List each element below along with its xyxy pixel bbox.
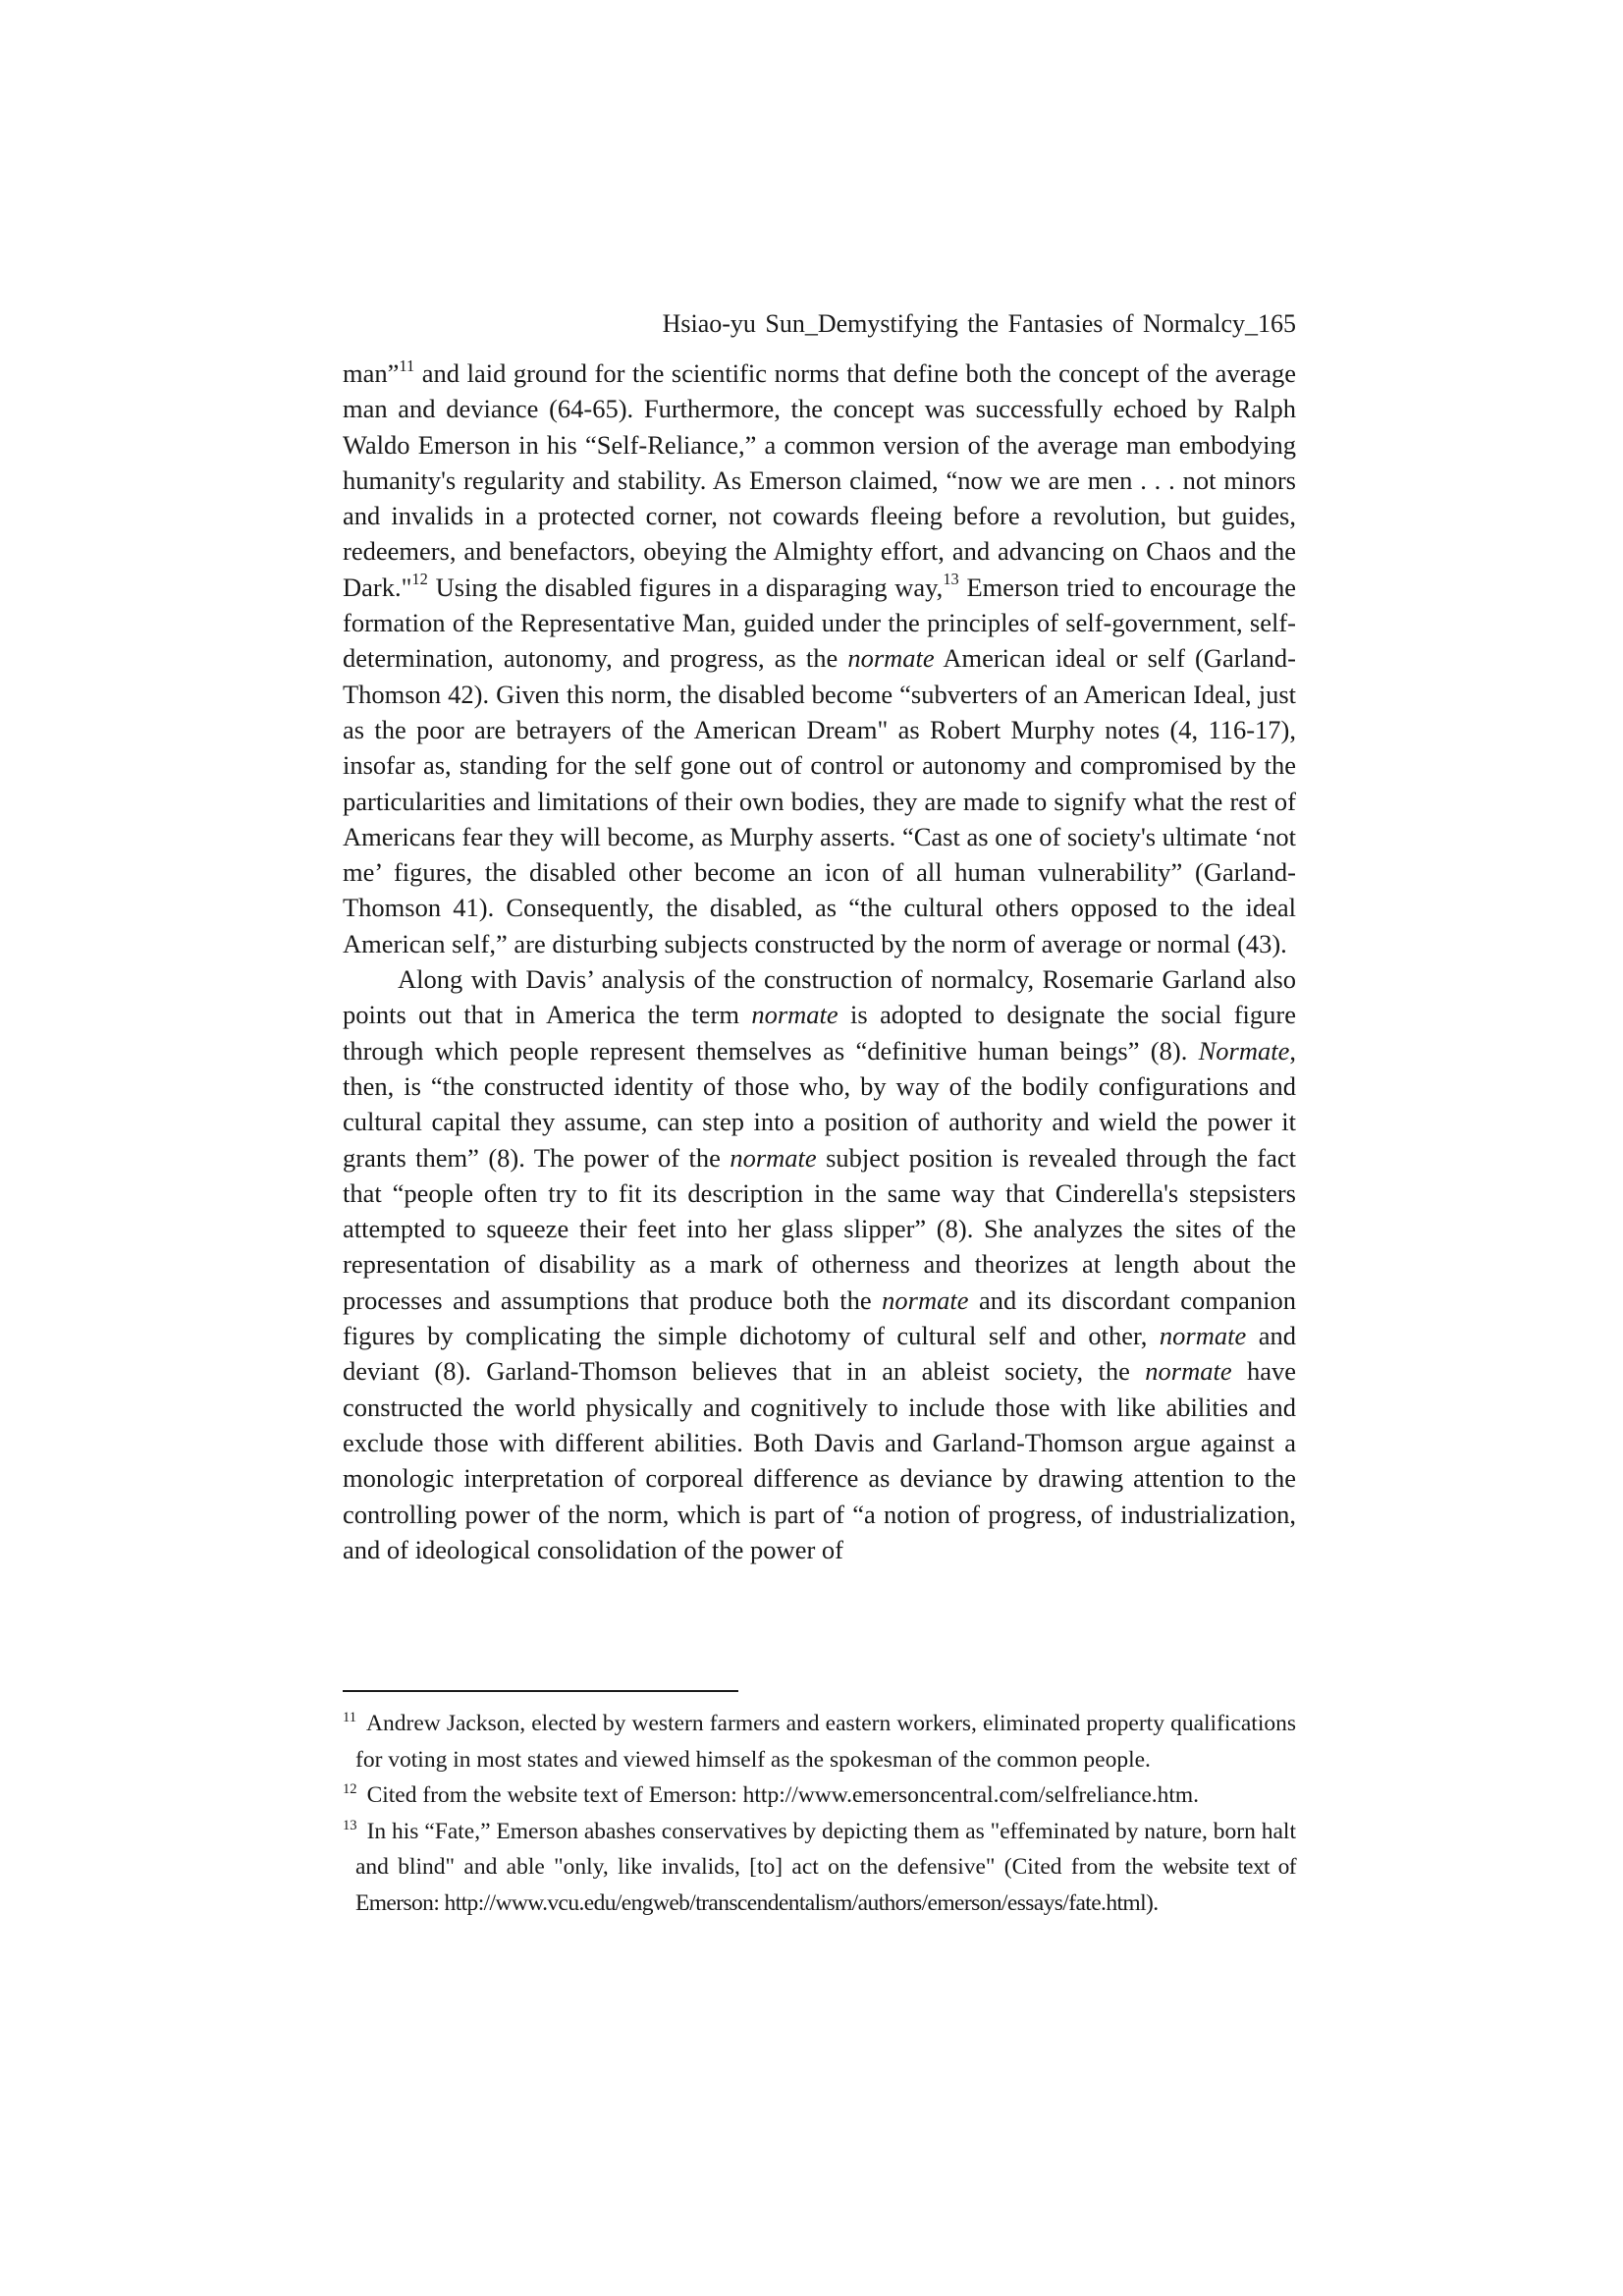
footnote-text: Andrew Jackson, elected by western farmers and eastern workers, eliminated property qualifications for voting in most states and viewed himself as the spokesman of the common people.: [355, 1711, 1296, 1773]
p2-text-7: have constructed the world physically and cognitively to include those with like abilities and exclude those with different abilities. Both Davis and Garland-Thomson argue against a monologic interpretation of corporeal difference as deviance by drawing attention to the controlling power of the norm, which is part of “a notion of progress, of industrialization, and of ideological consolidation of the power of: [343, 1356, 1296, 1564]
p2-text-2: is adopted to designate the social figure through which people represent themselves as “definitive human beings” (8).: [343, 1000, 1296, 1066]
footnote-text: In his “Fate,” Emerson abashes conservatives by depicting them as "effeminated by nature, born halt and blind" and able "only, like invalids, [to] act on the defensive" (Cited from the: [355, 1818, 1296, 1880]
footnote-number: 13: [343, 1817, 357, 1833]
footnote-ref-13[interactable]: 13: [943, 570, 959, 589]
italic-term: normate: [751, 1000, 839, 1030]
italic-term: normate: [1159, 1321, 1247, 1351]
footnote-ref-11[interactable]: 11: [399, 355, 415, 375]
p1-text-3: Using the disabled figures in a disparaging way,: [427, 572, 944, 602]
italic-term: normate: [847, 643, 935, 674]
italic-term: Normate: [1198, 1035, 1290, 1066]
footnote-url-text: website text of Emerson: http://www.vcu.edu/engweb/transcendentalism/authors/emerson/essays/fate.html).: [355, 1854, 1296, 1916]
footnote-13: [343, 1814, 1296, 1922]
p2-text-1: Along with Davis’ analysis of the construction of normalcy, Rosemarie Garland also points out that in America the term: [343, 964, 1296, 1030]
p1-text-2: and laid ground for the scientific norms that define both the concept of the average man and deviance (64-65). Furthermore, the concept was successfully echoed by Ralph Waldo Emerson in his “Self-Reliance,” a common version of the average man embodying humanity's regularity and stability. As Emerson claimed, “now we are men . . . not minors and invalids in a protected corner, not cowards fleeing before a revolution, but guides, redeemers, and benefactors, obeying the Almighty effort, and advancing on Chaos and the Dark.": [343, 358, 1296, 602]
footnote-number: 12: [343, 1781, 357, 1798]
footnote-ref-12[interactable]: 12: [411, 570, 428, 589]
footnote-11: [343, 1706, 1296, 1777]
footnote-number: 11: [343, 1710, 357, 1726]
body-text: [343, 355, 1296, 1567]
p1-text-5: American ideal or self (Garland-Thomson 42). Given this norm, the disabled become “subverters of an American Ideal, just as the poor are betrayers of the American Dream" as Robert Murphy notes (4, 116-17), insofar as, standing for the self gone out of control or autonomy and compromised by the particularities and limitations of their own bodies, they are made to signify what the rest of Americans fear they will become, as Murphy asserts. “Cast as one of society's ultimate ‘not me’ figures, the disabled other become an icon of all human vulnerability” (Garland-Thomson 41). Consequently, the disabled, as “the cultural others opposed to the ideal American self,” are disturbing subjects constructed by the norm of average or normal (43).: [343, 643, 1296, 958]
paragraph-2: [343, 961, 1296, 1567]
running-header: Hsiao-yu Sun_Demystifying the Fantasies of Normalcy_165: [662, 309, 1296, 338]
footnote-text: Cited from the website text of Emerson: http://www.emersoncentral.com/selfreliance.htm.: [366, 1782, 1200, 1808]
italic-term: normate: [1145, 1356, 1232, 1387]
footnotes: [343, 1706, 1296, 1921]
p2-text-6: and deviant (8). Garland-Thomson believes that in an ableist society, the: [343, 1321, 1296, 1387]
footnote-12: [343, 1777, 1296, 1814]
p2-text-4: subject position is revealed through the fact that “people often try to fit its description in the same way that Cinderella's stepsisters attempted to squeeze their feet into her glass slipper” (8). She analyzes the sites of the representation of disability as a mark of otherness and theorizes at length about the processes and assumptions that produce both the: [343, 1142, 1296, 1315]
p1-text-4: Emerson tried to encourage the formation of the Representative Man, guided under the principles of self-government, self-determination, autonomy, and progress, as the: [343, 572, 1296, 674]
p2-text-3: , then, is “the constructed identity of those who, by way of the bodily configurations and cultural capital they assume, can step into a position of authority and wield the power it grants them” (8). The power of the: [343, 1035, 1296, 1173]
p2-text-5: and its discordant companion figures by complicating the simple dichotomy of cultural self and other,: [343, 1285, 1297, 1351]
italic-term: normate: [730, 1142, 817, 1173]
p1-text-1: man”: [343, 358, 400, 388]
italic-term: normate: [882, 1285, 969, 1315]
paragraph-1: [343, 355, 1296, 961]
footnote-separator: [343, 1690, 738, 1692]
